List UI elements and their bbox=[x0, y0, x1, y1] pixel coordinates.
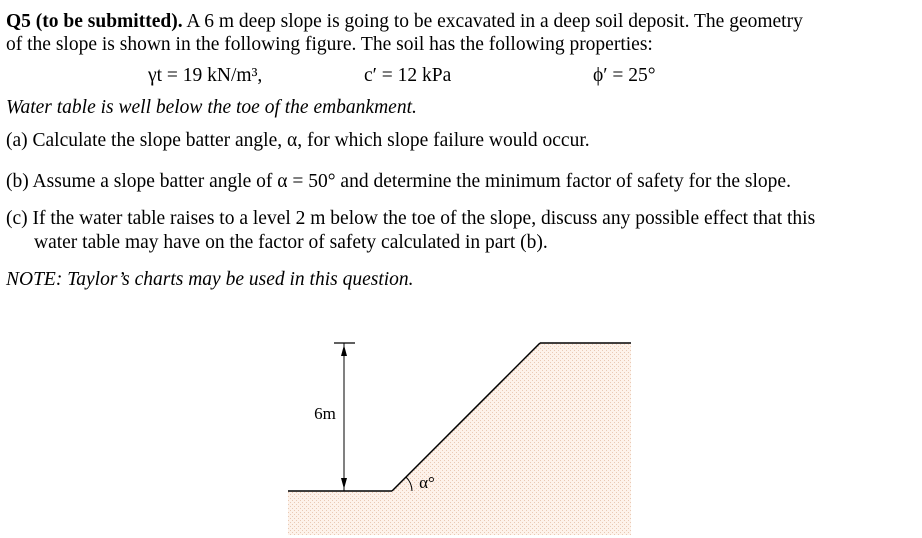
part-c-line-2: water table may have on the factor of safety calculated in part (b). bbox=[34, 232, 548, 253]
taylor-note: NOTE: Taylor’s charts may be used in this question. bbox=[6, 269, 414, 290]
soil-mass bbox=[288, 343, 631, 535]
unit-weight: γt = 19 kN/m³, bbox=[148, 65, 263, 86]
water-table-note: Water table is well below the toe of the embankment. bbox=[6, 97, 417, 118]
question-intro-1: A 6 m deep slope is going to be excavated in a deep soil deposit. The geometry bbox=[182, 11, 803, 32]
part-a: (a) Calculate the slope batter angle, α, for which slope failure would occur. bbox=[6, 130, 590, 151]
question-intro-2: of the slope is shown in the following figure. The soil has the following properties: bbox=[6, 34, 653, 55]
part-c-line-1: (c) If the water table raises to a level 2 m below the toe of the slope, discuss any possible effect that this bbox=[6, 208, 816, 229]
part-b: (b) Assume a slope batter angle of α = 50° and determine the minimum factor of safety for the slope. bbox=[6, 171, 791, 192]
friction-angle: ϕ′ = 25° bbox=[593, 65, 656, 86]
cohesion: c′ = 12 kPa bbox=[364, 65, 452, 86]
height-label: 6m bbox=[314, 404, 336, 423]
angle-label: α° bbox=[419, 473, 435, 492]
question-heading: Q5 (to be submitted). bbox=[6, 11, 183, 32]
